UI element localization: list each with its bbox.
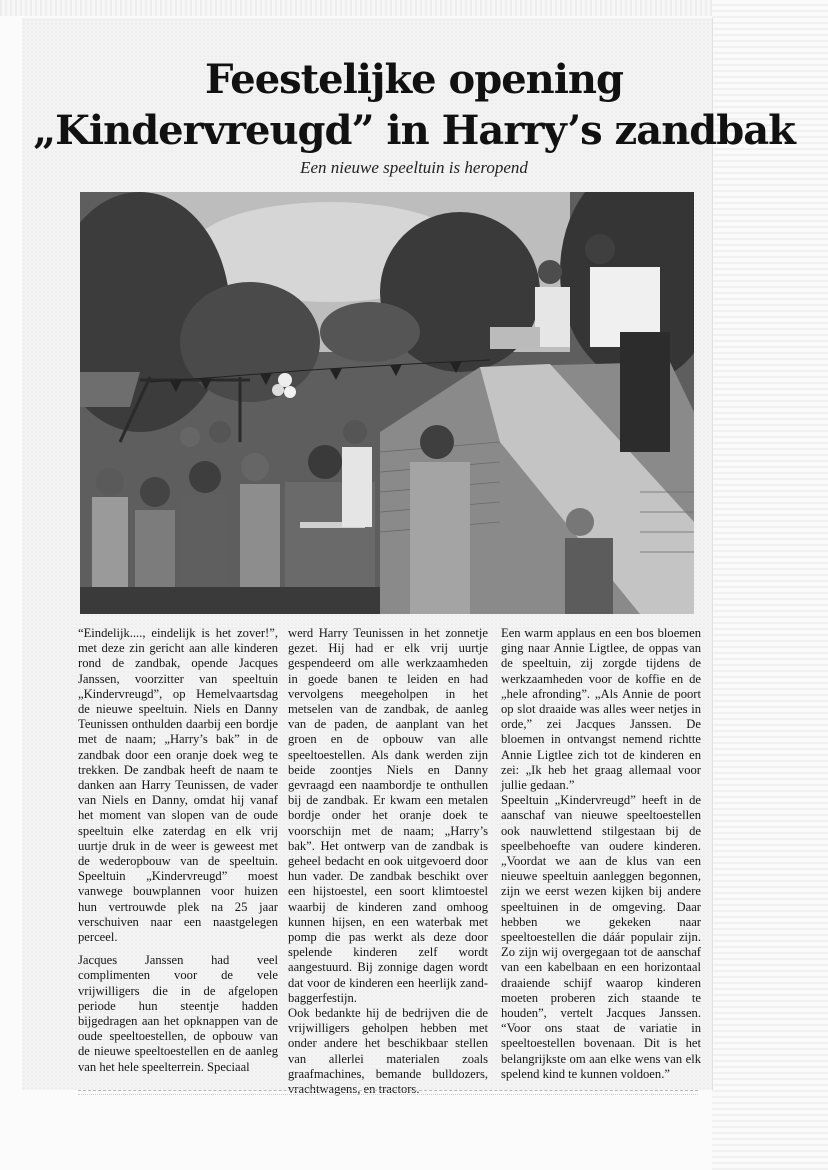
article-column-1 <box>78 626 278 1075</box>
article-paragraph: Speeltuin „Kindervreugd” heeft in de aanschaf van nieuwe speeltoestellen ook nauwlettend stilgestaan bij de speelbehoefte van oudere kinderen. „Voordat we aan de klus van een nieuwe speeltuin aanleggen begonnen, zijn we eerst wezen kijken bij andere speeltuinen in de omgeving. Daar hebben we gekeken naar speeltoestellen die dáár populair zijn. Zo zijn wij overgegaan tot de aanschaf van een kabelbaan en een horizontaal draaiende schijf waarop kinderen moeten proberen zich staande te houden”, vertelt Jacques Janssen. “Voor ons staat de variatie in speeltoestellen bovenaan. Dit is het belangrijkste om aan elke wens van elk spelend kind te kunnen voldoen.” <box>501 793 701 1081</box>
article-subtitle: Een nieuwe speeltuin is heropend <box>300 158 528 177</box>
photo-children-playground <box>80 192 694 614</box>
article-photo <box>80 192 694 614</box>
scan-edge <box>0 0 828 16</box>
article-paragraph: Jacques Janssen had veel complimenten voor de vele vrijwilligers die in de afgelopen periode hun steentje hadden bijgedragen aan het opknappen van de oude speeltoestellen, de opbouw van de nieuwe speeltoestellen en de aanleg van het hele speelterrein. Speciaal <box>78 953 278 1074</box>
article-paragraph: “Eindelijk...., eindelijk is het zover!”, met deze zin gericht aan alle kinderen rond de zandbak, opende Jacques Janssen, voorzitter van speeltuin „Kindervreugd”, op Hemelvaartsdag de nieuwe speeltuin. Niels en Danny Teunissen onthulden daarbij een bordje met de naam; „Harry’s bak” in de zandbak door een oranje doek weg te trekken. De zandbak heeft de naam te danken aan Harry Teunissen, de vader van Niels en Danny, omdat hij vanaf het moment van slopen van de oude speeltuin elke zaterdag en elk vrij uurtje druk in de weer is geweest met de wederopbouw van de speeltuin. Speeltuin „Kindervreugd” moest vanwege bouwplannen voor huizen hun vertrouwde plek na 25 jaar verschuiven naar een naastgelegen perceel. <box>78 626 278 945</box>
clipping-bottom-edge <box>78 1090 698 1095</box>
headline-line-2: „Kindervreugd” in Harry’s zandbak <box>33 107 795 154</box>
article-column-2 <box>288 626 488 1097</box>
article-paragraph: Een warm applaus en een bos bloemen ging naar Annie Ligtlee, de oppas van de speeltuin, zij zorgde tijdens de werkzaamheden voor de koffie en de „hele afronding”. „Als Annie de poort op slot draaide was alles weer netjes in orde,” zei Jacques Janssen. De bloemen in ontvangst nemend richtte Annie Ligtlee zich tot de kinderen en zei: „Ik heb het graag allemaal voor jullie gedaan.” <box>501 626 701 793</box>
article-paragraph: werd Harry Teunissen in het zonnetje gezet. Hij had er elk vrij uurtje gespendeerd om alle werkzaamheden in goede banen te leiden en had vervolgens meegeholpen in het metselen van de zandbak, de aanleg van de paden, de aanplant van het groen en de opbouw van alle speeltoestellen. Als dank werden zijn beide zoontjes Niels en Danny gevraagd een naambordje te onthullen bij de zandbak. Er kwam een metalen bordje onder het oranje doek te voorschijn met de naam; „Harry’s bak”. Het ontwerp van de zandbak is geheel bedacht en ook uitgevoerd door hun vader. De zandbak beschikt over een hijstoestel, een soort klimtoestel waarbij de kinderen zand omhoog kunnen hijsen, en een waterbak met pomp die pas werkt als deze door spelende kinderen zelf wordt aangestuurd. Bij zonnige dagen wordt dat voor de kinderen een heerlijk zand-baggerfestijn. <box>288 626 488 1005</box>
article-paragraph: Ook bedankte hij de bedrijven die de vrijwilligers geholpen hebben met onder andere het beschikbaar stellen van allerlei materialen zoals graafmachines, bemande bulldozers, vrachtwagens, en tractors. <box>288 1006 488 1097</box>
headline-line-1: Feestelijke opening <box>205 56 623 103</box>
article-column-3 <box>501 626 701 1082</box>
